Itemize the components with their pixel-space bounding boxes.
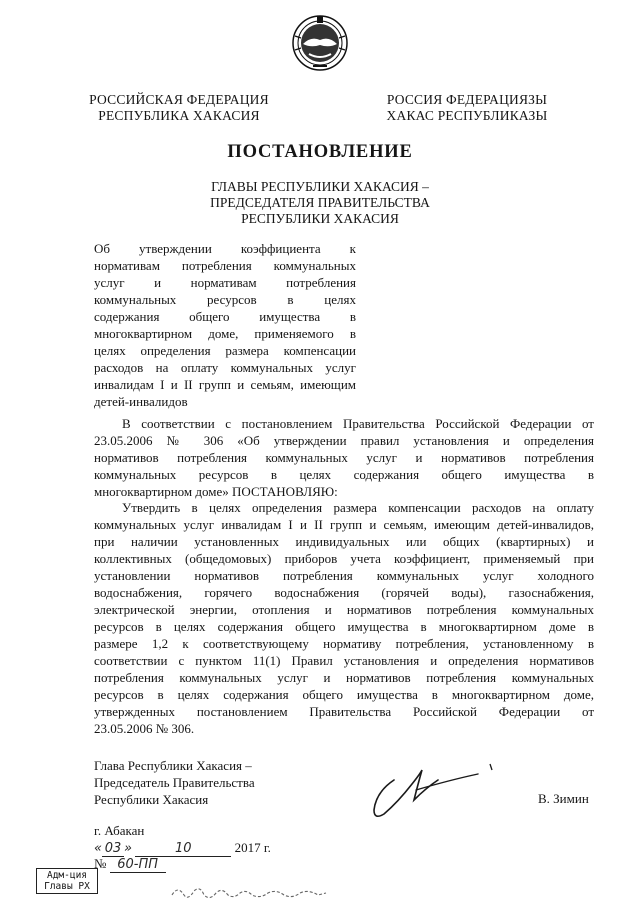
date-day: 03 — [102, 842, 124, 857]
subtitle-line-3: РЕСПУБЛИКИ ХАКАСИЯ — [241, 211, 399, 226]
date-close-quote: » — [124, 841, 133, 856]
stamp-line: Главы РХ — [44, 881, 90, 892]
subject-line: коммунальных ресурсов в целях — [94, 292, 356, 307]
paragraph-line: при наличии установленных индивидуальных или общих (квартирных) и — [94, 534, 594, 549]
subject-line: детей-инвалидов — [94, 394, 188, 409]
paragraph-line: 23.05.2006 № 306 «Об утверждении правил установления и определения — [94, 433, 594, 448]
resolution-subject — [94, 240, 356, 410]
paragraph-line: коммунальных ресурсов в целях содержания общего имущества в — [94, 467, 594, 482]
paragraph-line: водоснабжения, горячего водоснабжения (горячей воды), газоснабжения, — [94, 585, 594, 600]
paragraph-line: В соответствии с постановлением Правительства Российской Федерации от — [122, 416, 594, 431]
paragraph-line: коммунальных услуг инвалидам I и II групп и семьям, имеющим детей-инвалидов, — [94, 517, 594, 532]
paragraph-line: ресурсов в целях содержания общего имущества в многоквартирном доме в — [94, 619, 594, 634]
place-of-signing: г. Абакан — [94, 823, 145, 838]
paragraph-line: ресурсов в целях содержания общего имущества в многоквартирном доме, — [94, 687, 594, 702]
resolution-paragraph — [94, 499, 594, 737]
subject-line: нормативам потребления коммунальных — [94, 258, 356, 273]
preamble-paragraph — [94, 415, 594, 500]
paragraph-line: нормативов потребления коммунальных услуг и нормативов потребления — [94, 450, 594, 465]
subject-line: многоквартирном доме, применяемого в — [94, 326, 356, 341]
handwritten-signature — [362, 758, 512, 824]
subject-line: услуг и нормативам потребления — [94, 275, 356, 290]
position-line: Председатель Правительства — [94, 775, 255, 790]
paragraph-line: электрической энергии, отопления и нормативов потребления коммунальных — [94, 602, 594, 617]
position-line: Республики Хакасия — [94, 792, 209, 807]
subject-line: инвалидам I и II групп и семьям, имеющим — [94, 377, 356, 392]
header-right-line-2: ХАКАС РЕСПУБЛИКАЗЫ — [386, 108, 548, 123]
paragraph-line: 23.05.2006 № 306. — [94, 721, 195, 736]
document-subtitle — [160, 179, 480, 227]
paragraph-line: Утвердить в целях определения размера компенсации расходов на оплату — [122, 500, 594, 515]
handwritten-note — [168, 883, 338, 903]
position-line: Глава Республики Хакасия – — [94, 758, 252, 773]
document-number — [94, 856, 166, 873]
paragraph-line: установлении нормативов потребления коммунальных услуг холодного — [94, 568, 594, 583]
registration-stamp — [36, 868, 98, 894]
date-month: 10 — [135, 842, 231, 857]
signing-date — [94, 840, 271, 857]
subtitle-line-2: ПРЕДСЕДАТЕЛЯ ПРАВИТЕЛЬСТВА — [210, 195, 430, 210]
number-prefix: № — [94, 856, 107, 871]
subject-line: целях определения размера компенсации — [94, 343, 356, 358]
stamp-line: Адм-ция — [46, 870, 88, 881]
date-year: 2017 г. — [234, 840, 271, 855]
header-khakas — [372, 92, 562, 124]
subject-line: содержания общего имущества в — [94, 309, 356, 324]
header-left-line-2: РЕСПУБЛИКА ХАКАСИЯ — [98, 108, 260, 123]
paragraph-line: соответствии с пунктом 11(1) Правил установления и определения нормативов — [94, 653, 594, 668]
paragraph-line: коллективных (общедомовых) приборов учета коэффициент, применяемый при — [94, 551, 594, 566]
paragraph-line: размере 1,2 к соответствующему нормативу потребления, установленному в — [94, 636, 594, 651]
paragraph-line: утвержденных постановлением Правительства Российской Федерации от — [94, 704, 594, 719]
coat-of-arms-emblem — [291, 14, 349, 72]
subject-line: расходов на оплату коммунальных услуг — [94, 360, 356, 375]
date-open-quote: « — [94, 841, 103, 856]
paragraph-line: потребления коммунальных услуг и нормативов потребления коммунальных — [94, 670, 594, 685]
subject-line: Об утверждении коэффициента к — [94, 241, 356, 256]
subtitle-line-1: ГЛАВЫ РЕСПУБЛИКИ ХАКАСИЯ – — [211, 179, 429, 194]
header-russian — [84, 92, 274, 124]
signatory-name: В. Зимин — [538, 791, 589, 806]
signatory-position — [94, 757, 314, 808]
paragraph-line: многоквартирном доме» ПОСТАНОВЛЯЮ: — [94, 484, 338, 499]
header-right-line-1: РОССИЯ ФЕДЕРАЦИЯЗЫ — [386, 92, 548, 107]
header-left-line-1: РОССИЙСКАЯ ФЕДЕРАЦИЯ — [89, 92, 269, 107]
number-value: 60-ПП — [110, 858, 166, 873]
document-title: ПОСТАНОВЛЕНИЕ — [227, 142, 413, 162]
